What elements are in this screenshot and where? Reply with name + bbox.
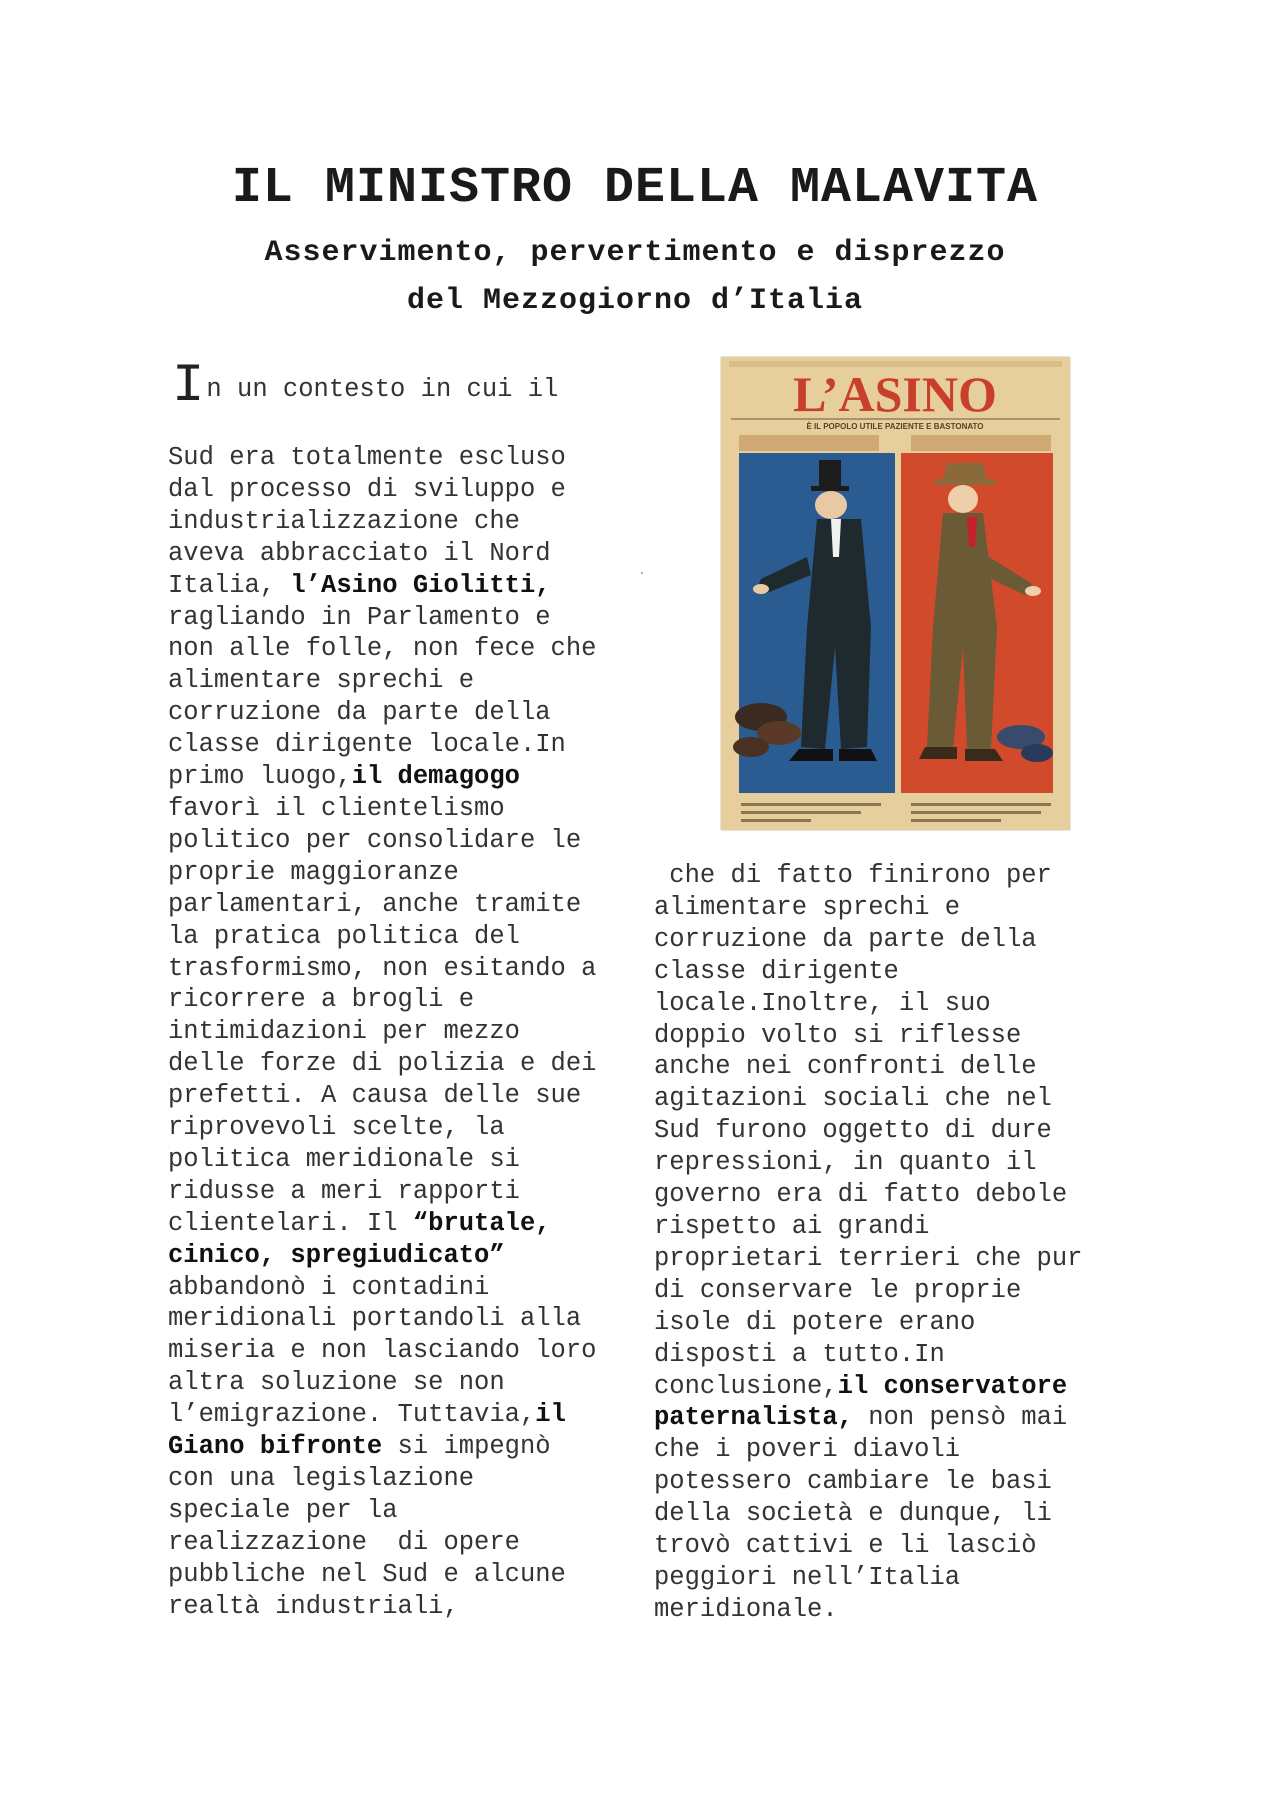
first-line (172, 356, 559, 417)
text-line: trovò cattivi e li lasciò (654, 1531, 1037, 1561)
text-line: realtà industriali, (168, 1591, 459, 1621)
masthead-text: L’ASINO (793, 366, 997, 422)
text-line: che i poveri diavoli (654, 1435, 961, 1465)
text-line: aveva abbracciato il Nord (168, 538, 551, 568)
text-line: non pensò mai (852, 1403, 1068, 1433)
text-line: peggiori nell’Italia (654, 1562, 961, 1592)
subtitle-line-2: del Mezzogiorno d’Italia (406, 284, 864, 318)
text-line: corruzione da parte della (654, 924, 1037, 954)
text-line: classe dirigente locale.In (168, 730, 566, 760)
text-line: la pratica politica del (168, 921, 520, 951)
emphasis-paternalista: paternalista, (654, 1403, 853, 1433)
text-line: riprovevoli scelte, la (168, 1113, 505, 1143)
text-line: anche nei confronti delle (654, 1052, 1037, 1082)
text-line: si impegnò (382, 1432, 551, 1462)
text-line: locale.Inoltre, il suo (654, 988, 991, 1018)
subtitle-line-1: Asservimento, pervertimento e disprezzo (264, 236, 1006, 270)
text-line: altra soluzione se non (168, 1368, 505, 1398)
text-line: disposti a tutto.In (654, 1339, 945, 1369)
text-line: speciale per la (168, 1495, 398, 1525)
text-line: politica meridionale si (168, 1144, 520, 1174)
text-line: con una legislazione (168, 1464, 475, 1493)
text-line: rispetto ai grandi (654, 1211, 930, 1241)
cover-tagline: È IL POPOLO UTILE PAZIENTE E BASTONATO (806, 422, 984, 431)
text-line: favorì il clientelismo (168, 793, 505, 823)
text-line: che di fatto finirono per (654, 861, 1052, 890)
text-line: Italia, (168, 570, 291, 600)
text-line: potessero cambiare le basi (654, 1467, 1052, 1497)
text-line: prefetti. A causa delle sue (168, 1081, 582, 1111)
emphasis-demagogo: il demagogo (351, 762, 520, 792)
text-line: ridusse a meri rapporti (168, 1176, 520, 1206)
text-line: primo luogo, (168, 762, 352, 792)
text-line: Sud era totalmente escluso (168, 443, 566, 472)
emphasis-asino-giolitti: l’Asino Giolitti, (290, 570, 551, 600)
text-line: alimentare sprechi e (654, 892, 961, 922)
text-line: trasformismo, non esitando a (168, 953, 597, 983)
text-line: l’emigrazione. Tuttavia, (168, 1400, 536, 1430)
text-line: proprietari terrieri che pur (654, 1243, 1083, 1273)
magazine-cover-image (721, 357, 1070, 830)
right-column (654, 860, 1134, 1626)
text-line: abbandonò i contadini (168, 1272, 490, 1302)
text-line: pubbliche nel Sud e alcune (168, 1559, 566, 1589)
text-line: industrializzazione che (168, 506, 520, 536)
text-line: alimentare sprechi e (168, 666, 475, 696)
stray-dot (641, 572, 643, 574)
emphasis-giano-bifronte: Giano bifronte (168, 1432, 383, 1462)
text-line: proprie maggioranze (168, 857, 459, 887)
text-line: politico per consolidare le (168, 825, 582, 855)
text-line: meridionali portandoli alla (168, 1304, 582, 1334)
text-line: non alle folle, non fece che (168, 634, 597, 664)
text-line: della società e dunque, li (654, 1499, 1052, 1529)
text-line: conclusione, (654, 1371, 838, 1401)
text-line: miseria e non lasciando loro (168, 1336, 597, 1366)
page-title: IL MINISTRO DELLA MALAVITA (231, 160, 1039, 217)
text-line: classe dirigente (654, 956, 899, 986)
text-line: governo era di fatto debole (654, 1180, 1068, 1210)
emphasis-il-conservatore: il conservatore (837, 1371, 1068, 1401)
text-line: Sud furono oggetto di dure (654, 1116, 1052, 1146)
text-line: parlamentari, anche tramite (168, 889, 582, 919)
text-line: delle forze di polizia e dei (168, 1049, 597, 1079)
text-line: realizzazione di opere (168, 1527, 520, 1557)
text-line: ricorrere a brogli e (168, 985, 475, 1015)
drop-cap: I (172, 356, 205, 417)
text-line: di conservare le proprie (654, 1275, 1022, 1305)
emphasis-cinico: cinico, spregiudicato” (168, 1240, 505, 1270)
text-line: ragliando in Parlamento e (168, 602, 551, 632)
text-line: corruzione da parte della (168, 698, 551, 728)
text-line: doppio volto si riflesse (654, 1020, 1022, 1050)
text-line: clientelari. Il (168, 1208, 413, 1238)
text-line: repressioni, in quanto il (654, 1148, 1037, 1178)
text-line: dal processo di sviluppo e (168, 474, 566, 504)
text-line: isole di potere erano (654, 1307, 976, 1337)
first-line-text: n un contesto in cui il (206, 375, 559, 404)
text-line: intimidazioni per mezzo (168, 1017, 520, 1047)
left-column (168, 442, 638, 1623)
text-line: agitazioni sociali che nel (654, 1084, 1052, 1114)
emphasis-il: il (535, 1400, 566, 1430)
text-line: meridionale. (654, 1594, 838, 1624)
emphasis-brutale: “brutale, (412, 1208, 551, 1238)
